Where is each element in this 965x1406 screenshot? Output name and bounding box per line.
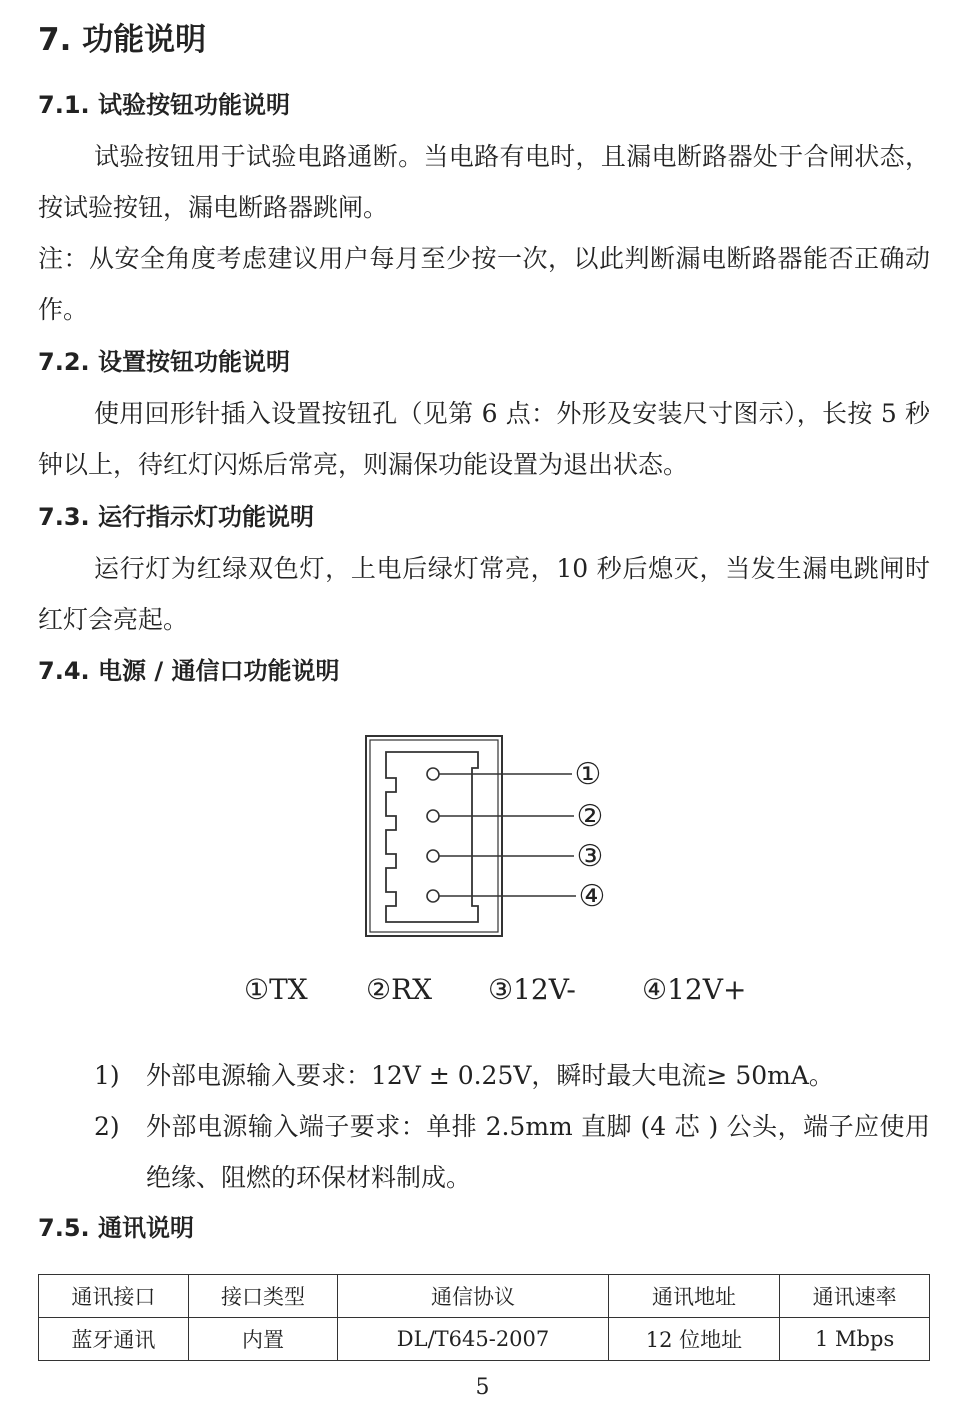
pin-marker-2: ② [576,799,604,834]
pin-1 [427,768,439,780]
table-row [39,1318,930,1361]
table-cell: 12 位地址 [608,1318,780,1361]
pin-2 [427,810,439,822]
heading-7-2: 7.2. 设置按钮功能说明 [38,348,290,376]
table-header-row [39,1275,930,1318]
pin-label-1: ①TX [244,973,308,1006]
pin-label-2: ②RX [366,973,433,1006]
list-item-number: 1) [94,1061,120,1090]
paragraph-7-2-text: 使用回形针插入设置按钮孔（见第 6 点：外形及安装尺寸图示），长按 5 秒钟以上，待红灯闪烁后常亮，则漏保功能设置为退出状态。 [38,399,930,479]
table-cell: 1 Mbps [780,1318,930,1361]
heading-7-1: 7.1. 试验按钮功能说明 [38,91,290,119]
pin-label-4: ④12V+ [642,973,747,1006]
list-item [94,1101,930,1203]
note-7-1: 注：从安全角度考虑建议用户每月至少按一次，以此判断漏电断路器能否正确动作。 [38,244,930,324]
paragraph-7-1 [38,131,930,233]
section-title: 7. 功能说明 [38,22,207,58]
list-item-number: 2) [94,1112,120,1141]
paragraph-7-3-text: 运行灯为红绿双色灯，上电后绿灯常亮，10 秒后熄灭，当发生漏电跳闸时红灯会亮起。 [38,554,930,634]
table-header-cell: 通讯接口 [39,1275,189,1318]
list-item [94,1050,930,1101]
table-header-cell: 接口类型 [188,1275,338,1318]
pin-3 [427,850,439,862]
table-header-cell: 通讯速率 [780,1275,930,1318]
heading-7-3: 7.3. 运行指示灯功能说明 [38,503,314,531]
list-item-text: 外部电源输入端子要求：单排 2.5mm 直脚 (4 芯 ) 公头，端子应使用绝缘、阻燃的环保材料制成。 [146,1112,930,1192]
list-item-text: 外部电源输入要求：12V ± 0.25V，瞬时最大电流≥ 50mA。 [146,1061,834,1090]
paragraph-7-2 [38,388,930,490]
pin-marker-1: ① [574,757,602,792]
paragraph-7-3 [38,543,930,645]
connector-diagram [360,730,620,942]
communication-table [38,1274,930,1361]
pin-4 [427,890,439,902]
table-header-cell: 通讯地址 [608,1275,780,1318]
pin-label-3: ③12V- [488,973,576,1006]
pin-labels-row [240,968,760,1012]
table-header-cell: 通信协议 [338,1275,608,1318]
heading-7-4: 7.4. 电源 / 通信口功能说明 [38,657,340,685]
paragraph-7-1-text: 试验按钮用于试验电路通断。当电路有电时，且漏电断路器处于合闸状态，按试验按钮，漏电断路器跳闸。 [38,142,930,222]
page-number: 5 [475,1375,490,1400]
table-cell: 内置 [188,1318,338,1361]
heading-7-5: 7.5. 通讯说明 [38,1214,194,1242]
pin-marker-4: ④ [578,879,606,914]
pin-marker-3: ③ [576,839,604,874]
table-cell: DL/T645-2007 [338,1318,608,1361]
table-cell: 蓝牙通讯 [39,1318,189,1361]
